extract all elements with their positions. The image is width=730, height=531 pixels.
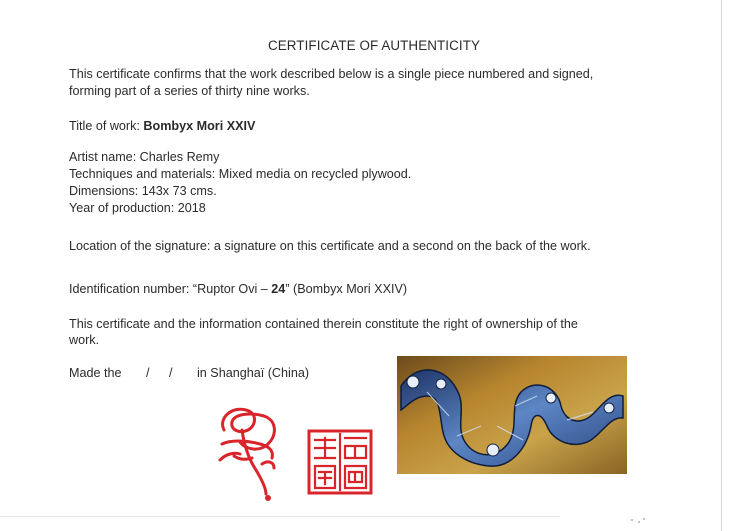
identification-number-value: 24 <box>271 282 286 296</box>
artwork-image <box>397 356 627 474</box>
red-seal-stamp <box>306 428 374 496</box>
rights-line-1: This certificate and the information contained therein constitute the right of ownership of the <box>69 317 578 331</box>
title-of-work <box>69 118 255 135</box>
identification-label: Identification number: “Ruptor Ovi – <box>69 282 272 296</box>
made-the-label: Made the <box>69 366 122 380</box>
date-separator-1: / <box>146 366 150 380</box>
dimensions: Dimensions: 143x 73 cms. <box>69 184 217 198</box>
identification-suffix: ” (Bombyx Mori XXIV) <box>285 282 408 296</box>
corner-marks <box>626 514 666 526</box>
certificate-title: CERTIFICATE OF AUTHENTICITY <box>268 38 480 53</box>
year-of-production: Year of production: 2018 <box>69 201 206 215</box>
identification-number <box>69 281 407 298</box>
signature-location: Location of the signature: a signature on this certificate and a second on the back of the work. <box>69 239 591 253</box>
intro-line-1: This certificate confirms that the work described below is a single piece numbered and signed, <box>69 67 594 81</box>
artist-name: Artist name: Charles Remy <box>69 150 220 164</box>
artist-signature <box>212 400 286 502</box>
title-of-work-value: Bombyx Mori XXIV <box>143 119 256 133</box>
techniques-materials: Techniques and materials: Mixed media on recycled plywood. <box>69 167 412 181</box>
page-edge-right <box>721 0 722 531</box>
title-of-work-label: Title of work: <box>69 119 140 133</box>
date-separator-2: / <box>169 366 173 380</box>
intro-line-2: forming part of a series of thirty nine works. <box>69 84 310 98</box>
page-edge-bottom <box>0 516 560 517</box>
made-in-location: in Shanghaï (China) <box>197 366 310 380</box>
rights-line-2: work. <box>69 333 100 347</box>
